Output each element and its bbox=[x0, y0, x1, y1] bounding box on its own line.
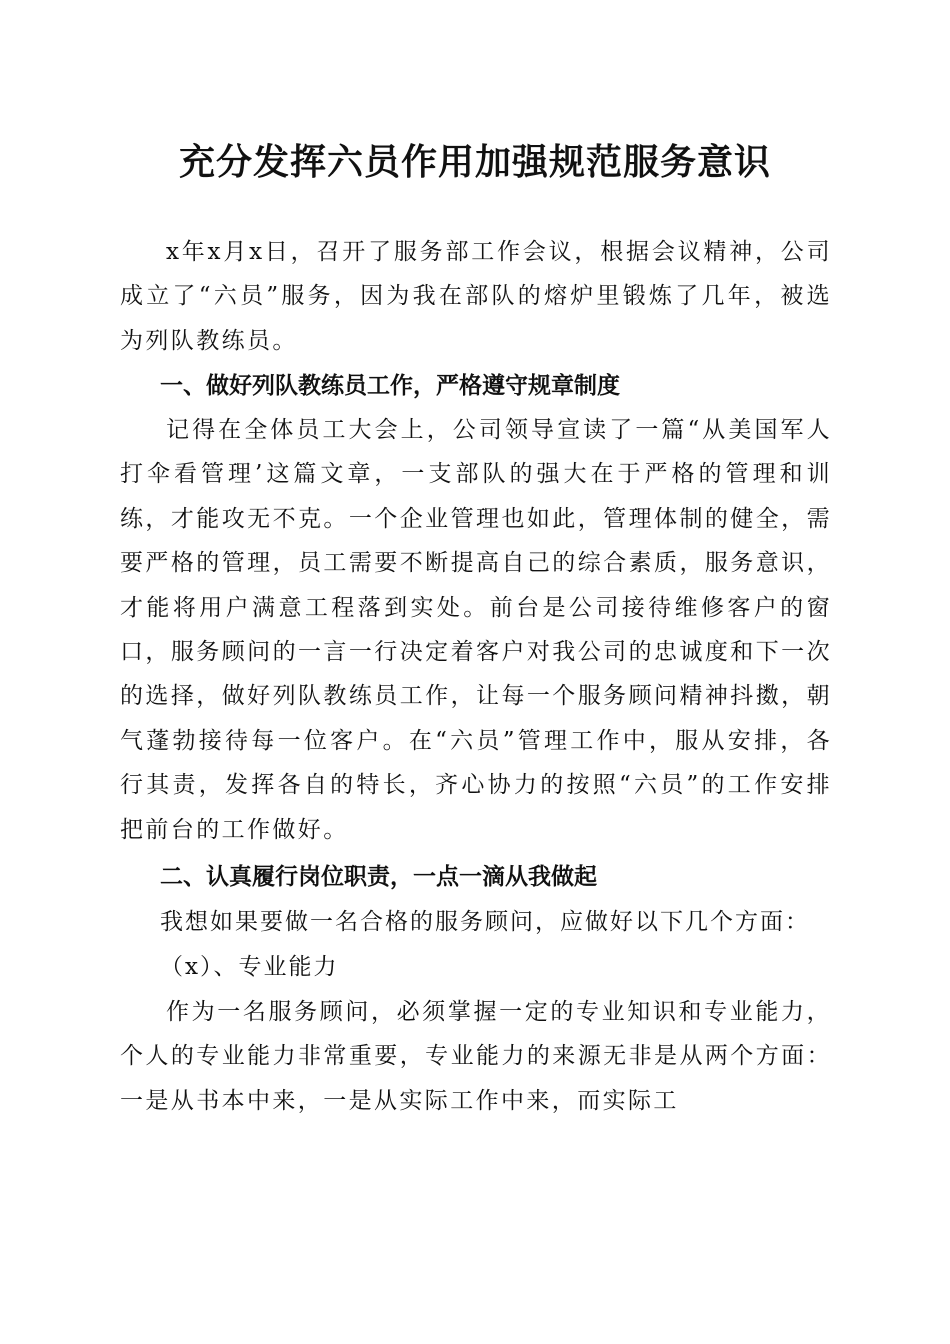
intro-paragraph bbox=[120, 230, 832, 363]
section1-text: 记得在全体员工大会上，公司领导宣读了一篇“从美国军人打伞看管理’这篇文章，一支部队的强大在于严格的管理和训练，才能攻无不克。一个企业管理也如此，管理体制的健全，需要严格的管理，员工需要不断提高自己的综合素质，服务意识，才能将用户满意工程落到实处。前台是公司接待维修客户的窗口，服务顾问的一言一行决定着客户对我公司的忠诚度和下一次的选择，做好列队教练员工作，让每一个服务顾问精神抖擞，朝气蓬勃接待每一位客户。在“六员”管理工作中，服从安排，各行其责，发挥各自的特长，齐心协力的按照“六员”的工作安排把前台的工作做好。 bbox=[120, 417, 832, 843]
intro-text: x年x月x日，召开了服务部工作会议，根据会议精神，公司成立了“六员”服务，因为我在部队的熔炉里锻炼了几年，被选为列队教练员。 bbox=[120, 239, 832, 354]
page-title: 充分发挥六员作用加强规范服务意识 bbox=[178, 141, 771, 183]
section2-intro: 我想如果要做一名合格的服务顾问，应做好以下几个方面： bbox=[160, 909, 810, 935]
section2-paragraph bbox=[120, 990, 832, 1123]
section2-text: 作为一名服务顾问，必须掌握一定的专业知识和专业能力，个人的专业能力非常重要，专业能力的来源无非是从两个方面：一是从书本中来，一是从实际工作中来，而实际工 bbox=[120, 999, 832, 1114]
section1-heading: 一、做好列队教练员工作，严格遵守规章制度 bbox=[160, 373, 620, 399]
section2-item-1: （x）、专业能力 bbox=[160, 954, 339, 980]
section2-heading: 二、认真履行岗位职责，一点一滴从我做起 bbox=[160, 864, 597, 890]
section1-paragraph bbox=[120, 408, 832, 852]
